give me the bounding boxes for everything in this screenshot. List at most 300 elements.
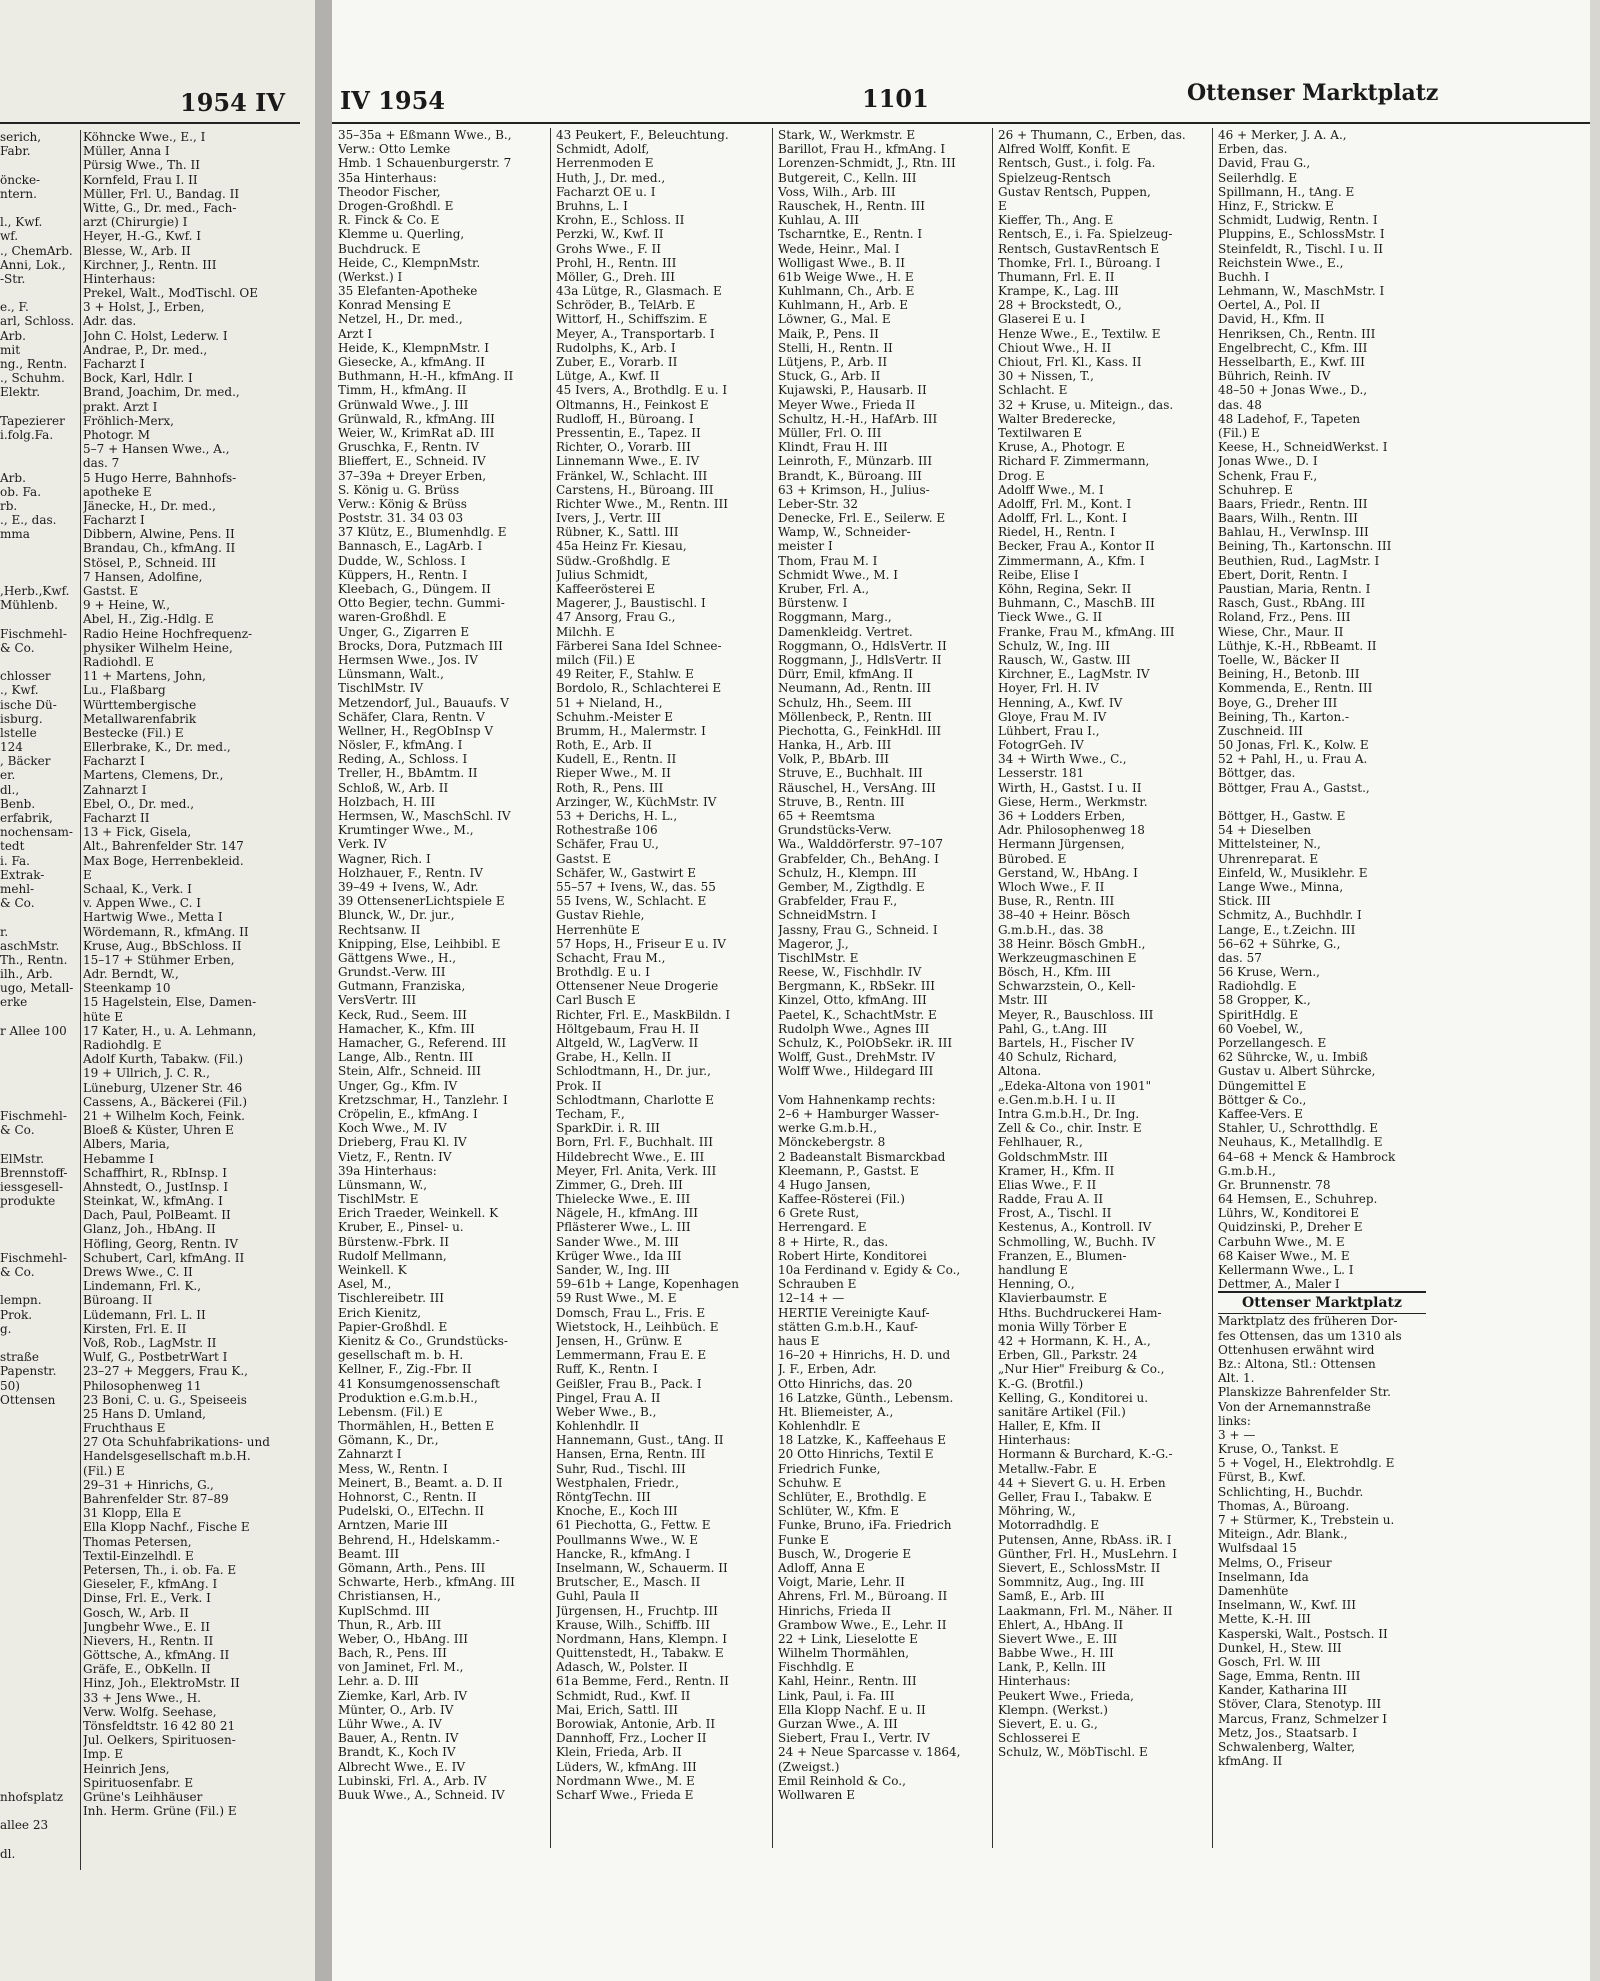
directory-entry: 52 + Pahl, H., u. Frau A.: [1218, 752, 1368, 767]
directory-entry: Struve, B., Rentn. III: [778, 794, 905, 809]
directory-entry: Lesserstr. 181: [998, 766, 1085, 781]
directory-entry: Kirchner, J., Rentn. III: [83, 257, 217, 272]
directory-entry: Sievert, E. u. G.,: [998, 1717, 1098, 1731]
directory-entry: Weber, O., HbAng. III: [338, 1631, 468, 1646]
directory-entry: Porzellangesch. E: [1218, 1036, 1327, 1050]
directory-entry: Gember, M., Zigthdlg. E: [778, 879, 925, 894]
directory-entry: 29–31 + Hinrichs, G.,: [83, 1477, 214, 1492]
directory-entry: [0, 1137, 80, 1151]
directory-entry: Linnemann Wwe., E. IV: [556, 454, 700, 469]
directory-entry: David, H., Kfm. II: [1218, 312, 1325, 327]
directory-entry: Kohlenhdlr. II: [556, 1419, 640, 1434]
directory-entry: Funke E: [778, 1532, 829, 1547]
directory-entry: Inselmann, Ida: [1218, 1569, 1309, 1584]
directory-entry: Franke, Frau M., kfmAng. III: [998, 624, 1175, 639]
directory-entry: Bürobed. E: [998, 851, 1067, 866]
directory-entry: Tapezierer: [0, 413, 65, 428]
directory-entry: Schlacht. E: [998, 383, 1068, 398]
directory-entry: Richter, O., Vorarb. III: [556, 440, 691, 455]
directory-entry: Ahrens, Frl. M., Büroang. II: [778, 1589, 948, 1604]
directory-entry: Kestenus, A., Kontroll. IV: [998, 1220, 1152, 1235]
directory-entry: Hmb. 1 Schauenburgerstr. 7: [338, 156, 512, 171]
directory-entry: 61a Bemme, Ferd., Rentn. II: [556, 1674, 729, 1689]
directory-entry: FotogrGeh. IV: [998, 738, 1084, 753]
directory-entry: 61 Piechotta, G., Fettw. E: [556, 1518, 711, 1533]
directory-entry: Lüthje, K.-H., RbBeamt. II: [1218, 638, 1377, 653]
directory-entry: Marktplatz des früheren Dor-: [1218, 1314, 1398, 1329]
directory-entry: Reichstein Wwe., E.,: [1218, 255, 1344, 270]
directory-entry: [0, 655, 80, 669]
directory-entry: Th., Rentn.: [0, 952, 68, 967]
directory-entry: Schuhw. E: [778, 1475, 842, 1490]
directory-entry: Dannhoff, Frz., Locher II: [556, 1731, 707, 1746]
directory-entry: Hansen, Erna, Rentn. III: [556, 1447, 706, 1462]
directory-entry: links:: [1218, 1413, 1251, 1428]
directory-entry: Werkzeugmaschinen E: [998, 950, 1137, 965]
directory-entry: Fischmehl-: [0, 1108, 67, 1123]
directory-entry: Adasch, W., Polster. II: [556, 1660, 688, 1675]
directory-entry: Facharzt OE u. I: [556, 184, 656, 199]
directory-entry: Reding, A., Schloss. I: [338, 752, 468, 767]
directory-entry: Steinfeldt, R., Tischl. I u. II: [1218, 241, 1384, 256]
directory-entry: ob. Fa.: [0, 484, 42, 499]
directory-entry: [0, 456, 80, 470]
directory-entry: Hermsen, W., MaschSchl. IV: [338, 809, 511, 823]
directory-entry: hüte E: [83, 1009, 123, 1024]
directory-entry: Fischhdlg. E: [778, 1660, 855, 1675]
directory-entry: Fröhlich-Merx,: [83, 413, 174, 428]
directory-entry: Wede, Heinr., Mal. I: [778, 241, 900, 256]
directory-entry: 2 Badeanstalt Bismarckbad: [778, 1149, 946, 1164]
directory-entry: [0, 1620, 80, 1634]
directory-entry: Drews Wwe., C. II: [83, 1265, 193, 1279]
directory-entry: Alt. 1.: [1218, 1371, 1255, 1386]
directory-entry: Kuhlmann, H., Arb. E: [778, 298, 908, 313]
directory-entry: 56 Kruse, Wern.,: [1218, 965, 1320, 980]
directory-entry: Bahlau, H., VerwInsp. III: [1218, 525, 1369, 540]
directory-entry: Lünsmann, Walt.,: [338, 667, 444, 682]
directory-entry: Paetel, K., SchachtMstr. E: [778, 1007, 937, 1022]
directory-entry: e.Gen.m.b.H. I u. II: [998, 1092, 1116, 1107]
directory-entry: Schulz, H., Klempn. III: [778, 865, 917, 880]
directory-entry: Lütge, A., Kwf. II: [556, 369, 660, 384]
directory-entry: Herrenmoden E: [556, 156, 654, 171]
directory-entry: Müller, Frl. O. III: [778, 425, 882, 440]
directory-entry: öncke-: [0, 172, 41, 187]
directory-entry: Produktion e.G.m.b.H.,: [338, 1390, 478, 1405]
directory-entry: Koch Wwe., M. IV: [338, 1121, 447, 1136]
directory-entry: Herrenhüte E: [556, 922, 640, 937]
directory-entry: [0, 1492, 80, 1506]
directory-entry: Huth, J., Dr. med.,: [556, 170, 666, 185]
directory-entry: 34 + Wirth Wwe., C.,: [998, 752, 1127, 767]
directory-entry: 39–49 + Ivens, W., Adr.: [338, 879, 479, 894]
directory-entry: Arzt I: [338, 326, 373, 341]
directory-entry: Beining, Th., Kartonschn. III: [1218, 539, 1392, 554]
directory-entry: Textil-Einzelhdl. E: [83, 1548, 194, 1563]
directory-entry: Verw.: König & Brüss: [338, 496, 467, 511]
directory-entry: Bösch, H., Kfm. III: [998, 965, 1111, 980]
directory-entry: Radde, Frau A. II: [998, 1192, 1104, 1207]
directory-entry: Klein, Frieda, Arb. II: [556, 1745, 682, 1760]
directory-entry: Gömann, K., Dr.,: [338, 1433, 439, 1448]
directory-entry: Anni, Lok.,: [0, 257, 66, 272]
directory-entry: 4 Hugo Jansen,: [778, 1177, 871, 1192]
directory-entry: ., ChemArb.: [0, 243, 73, 258]
directory-entry: 59–61b + Lange, Kopenhagen: [556, 1277, 739, 1292]
directory-entry: SparkDir. i. R. III: [556, 1121, 660, 1136]
directory-entry: Schlüter, W., Kfm. E: [778, 1504, 900, 1519]
directory-entry: Neumann, Ad., Rentn. III: [778, 681, 932, 696]
directory-entry: Bürstenw. I: [778, 596, 848, 611]
directory-entry: Krumtinger Wwe., M.,: [338, 823, 474, 838]
directory-entry: & Co.: [0, 1265, 35, 1279]
directory-entry: [0, 1577, 80, 1591]
directory-entry: Bloeß & Küster, Uhren E: [83, 1123, 234, 1138]
left-page-header: 1954 IV: [180, 88, 285, 117]
directory-entry: Grabe, H., Kelln. II: [556, 1050, 672, 1065]
directory-entry: [0, 1279, 80, 1293]
directory-entry: Hildebrecht Wwe., E. III: [556, 1149, 705, 1164]
directory-entry: Tischlereibetr. III: [338, 1291, 444, 1306]
directory-entry: l., Kwf.: [0, 215, 43, 230]
page-edge-shadow: [1590, 0, 1600, 1981]
directory-entry: TischlMstr. IV: [338, 681, 424, 696]
directory-entry: r.: [0, 924, 9, 939]
directory-entry: Buse, R., Rentn. III: [998, 894, 1115, 909]
directory-entry: K.-G. (Brotfil.): [998, 1376, 1084, 1391]
directory-entry: Inh. Herm. Grüne (Fil.) E: [83, 1804, 237, 1819]
directory-entry: 35 Elefanten-Apotheke: [338, 284, 478, 299]
directory-entry: Zuschneid. III: [1218, 723, 1303, 738]
directory-entry: Thomke, Frl. I., Büroang. I: [998, 255, 1161, 270]
directory-entry: Beuthien, Rud., LagMstr. I: [1218, 553, 1380, 568]
directory-entry: [0, 1208, 80, 1222]
directory-entry: Meyer Wwe., Frieda II: [778, 397, 916, 412]
directory-entry: 35–35a + Eßmann Wwe., B.,: [338, 128, 512, 142]
directory-entry: 63 + Krimson, H., Julius-: [778, 482, 930, 497]
street-title: Ottenser Marktplatz: [1187, 80, 1439, 106]
directory-entry: Prekel, Walt., ModTischl. OE: [83, 286, 259, 301]
directory-entry: Gättgens Wwe., H.,: [338, 950, 457, 965]
directory-entry: Münter, O., Arb. IV: [338, 1702, 454, 1717]
directory-entry: Riedel, H., Rentn. I: [998, 525, 1115, 540]
directory-entry: Hermann Jürgensen,: [998, 837, 1125, 852]
directory-entry: Kaffeerösterei E: [556, 582, 656, 596]
directory-entry: Schmidt, Ludwig, Rentn. I: [1218, 213, 1378, 228]
directory-entry: Göttsche, A., kfmAng. II: [83, 1648, 230, 1663]
directory-entry: Hinterhaus:: [998, 1674, 1071, 1689]
directory-entry: Quittenstedt, H., Tabakw. E: [556, 1646, 724, 1661]
directory-entry: Heide, K., KlempnMstr. I: [338, 340, 489, 355]
directory-entry: Magerer, J., Baustischl. I: [556, 596, 706, 611]
directory-entry: Geißler, Frau B., Pack. I: [556, 1376, 702, 1391]
directory-entry: GoldschmMstr. III: [998, 1149, 1108, 1164]
directory-entry: Henning, A., Kwf. IV: [998, 695, 1123, 710]
directory-entry: Spielzeug-Rentsch: [998, 170, 1111, 185]
directory-entry: S. König u. G. Brüss: [338, 482, 460, 497]
directory-entry: Jänecke, H., Dr. med.,: [83, 498, 216, 513]
directory-entry: Papier-Großhdl. E: [338, 1319, 448, 1334]
directory-entry: Räuschel, H., VersAng. III: [778, 780, 936, 795]
directory-entry: Kuhlmann, Ch., Arb. E: [778, 284, 915, 299]
directory-entry: Bach, R., Pens. III: [338, 1646, 447, 1661]
directory-entry: Piechotta, G., FeinkHdl. III: [778, 723, 942, 738]
directory-entry: Buchdruck. E: [338, 241, 421, 256]
directory-entry: Wulfsdaal 15: [1218, 1541, 1297, 1556]
directory-entry: Sommnitz, Aug., Ing. III: [998, 1575, 1145, 1590]
directory-entry: Wulf, G., PostbetrWart I: [83, 1350, 228, 1365]
directory-entry: Gieseler, F., kfmAng. I: [83, 1577, 218, 1592]
directory-entry: Verw.: Otto Lemke: [338, 142, 451, 157]
directory-entry: Hancke, R., kfmAng. I: [556, 1546, 691, 1561]
directory-entry: 54 + Dieselben: [1218, 823, 1312, 838]
directory-entry: Kieffer, Th., Ang. E: [998, 213, 1114, 228]
directory-entry: Damenkleidg. Vertret.: [778, 624, 913, 639]
directory-entry: G.m.b.H., das. 38: [998, 922, 1104, 937]
directory-entry: Pflästerer Wwe., L. III: [556, 1220, 691, 1235]
directory-entry: Kruse, A., Photogr. E: [998, 440, 1125, 455]
directory-entry: Dettmer, A., Maler I: [1218, 1277, 1340, 1292]
directory-entry: 58 Gropper, K.,: [1218, 993, 1311, 1008]
directory-entry: Lange Wwe., Minna,: [1218, 879, 1344, 894]
directory-entry: Erich Kienitz,: [338, 1305, 422, 1320]
directory-entry: Netzel, H., Dr. med.,: [338, 312, 463, 327]
directory-entry: Zahnarzt I: [338, 1447, 402, 1462]
directory-entry: fes Ottensen, das um 1310 als: [1218, 1328, 1402, 1343]
directory-entry: Schwarzstein, O., Kell-: [998, 979, 1136, 994]
directory-entry: Kruse, Aug., BbSchloss. II: [83, 938, 242, 953]
directory-entry: Meyer, R., Bauschloss. III: [998, 1007, 1154, 1022]
directory-entry: Elias Wwe., F. II: [998, 1177, 1097, 1192]
directory-entry: Brand, Joachim, Dr. med.,: [83, 385, 240, 400]
directory-entry: Ella Klopp Nachf., Fische E: [83, 1520, 250, 1535]
directory-entry: Wilhelm Thormählen,: [778, 1646, 910, 1661]
directory-entry: Frost, A., Tischl. II: [998, 1206, 1112, 1221]
directory-entry: das. 57: [1218, 950, 1262, 965]
directory-entry: Richter, Frl. E., MaskBildn. I: [556, 1007, 731, 1022]
directory-entry: John C. Holst, Lederw. I: [83, 328, 228, 343]
directory-entry: & Co.: [0, 640, 35, 655]
directory-entry: Roland, Frz., Pens. III: [1218, 610, 1351, 625]
directory-entry: Krause, Wilh., Schiffb. III: [556, 1617, 711, 1632]
directory-entry: Babbe Wwe., H. III: [998, 1646, 1114, 1661]
directory-entry: Zahnarzt I: [83, 782, 147, 797]
directory-entry: haus E: [778, 1333, 820, 1348]
directory-entry: Lünsmann, W.,: [338, 1177, 428, 1192]
directory-entry: 24 + Neue Sparcasse v. 1864,: [778, 1745, 961, 1760]
directory-entry: Zell & Co., chir. Instr. E: [998, 1121, 1142, 1136]
directory-entry: Schmidt Wwe., M. I: [778, 567, 899, 582]
directory-entry: Löwner, G., Mal. E: [778, 312, 891, 327]
directory-entry: Sievert, E., SchlossMstr. II: [998, 1560, 1161, 1575]
directory-entry: Reese, W., Fischhdlr. IV: [778, 965, 922, 980]
directory-entry: dl.,: [0, 782, 20, 797]
directory-entry: Ella Klopp Nachf. E u. II: [778, 1702, 926, 1717]
directory-entry: Mette, K.-H. III: [1218, 1612, 1311, 1627]
directory-entry: Adr. Berndt, W.,: [83, 967, 179, 982]
directory-entry: [0, 1038, 80, 1052]
directory-entry: Grohs Wwe., F. II: [556, 241, 661, 256]
directory-entry: Weier, W., KrimRat aD. III: [338, 425, 495, 440]
directory-entry: 13 + Fick, Gisela,: [83, 825, 192, 840]
directory-entry: 51 + Nieland, H.,: [556, 695, 663, 710]
directory-entry: Lüdemann, Frl. L. II: [83, 1307, 206, 1322]
directory-entry: [0, 1478, 80, 1492]
directory-entry: Putensen, Anne, RbAss. iR. I: [998, 1532, 1172, 1547]
directory-entry: Ehlert, A., HbAng. II: [998, 1617, 1124, 1632]
directory-entry: Kommenda, E., Rentn. III: [1218, 681, 1373, 696]
directory-entry: 47 Ansorg, Frau G.,: [556, 610, 676, 625]
directory-entry: Facharzt I: [83, 754, 145, 769]
directory-entry: Ahnstedt, O., JustInsp. I: [83, 1179, 229, 1194]
directory-entry: Grundstücks-Verw.: [778, 823, 892, 838]
directory-entry: Ellerbrake, K., Dr. med.,: [83, 740, 231, 755]
directory-entry: [0, 1563, 80, 1577]
directory-entry: Ottensener Neue Drogerie: [556, 979, 719, 994]
directory-entry: Kohlenhdlr. E: [778, 1419, 861, 1434]
right-header-rule: [332, 122, 1594, 124]
directory-entry: E: [998, 198, 1007, 213]
directory-entry: [0, 1662, 80, 1676]
directory-entry: Voigt, Marie, Lehr. II: [778, 1575, 905, 1590]
directory-entry: Verk. IV: [338, 837, 387, 852]
directory-entry: Kramer, H., Kfm. II: [998, 1163, 1115, 1178]
directory-entry: Bock, Karl, Hdlr. I: [83, 371, 193, 386]
directory-entry: Buchh. I: [1218, 269, 1270, 284]
directory-entry: Nievers, H., Rentn. II: [83, 1633, 214, 1648]
directory-entry: Voß, Rob., LagMstr. II: [83, 1335, 217, 1350]
directory-entry: Adolff Wwe., M. I: [998, 482, 1104, 497]
directory-entry: Erben, das.: [1218, 142, 1288, 157]
directory-entry: lempn.: [0, 1293, 42, 1308]
directory-entry: Stöver, Clara, Stenotyp. III: [1218, 1697, 1382, 1712]
directory-entry: sanitäre Artikel (Fil.): [998, 1404, 1126, 1419]
directory-entry: Kleemann, P., Gastst. E: [778, 1163, 919, 1178]
directory-entry: Kander, Katharina III: [1218, 1683, 1347, 1698]
directory-entry: Knipping, Else, Leihbibl. E: [338, 936, 501, 951]
directory-entry: 5 Hugo Herre, Bahnhofs-: [83, 470, 237, 485]
directory-entry: Stein, Alfr., Schneid. III: [338, 1064, 482, 1079]
directory-entry: [0, 1464, 80, 1478]
directory-entry: Gloye, Frau M. IV: [998, 709, 1107, 724]
column-divider: [1212, 128, 1213, 1848]
directory-entry: Metallwarenfabrik: [83, 711, 197, 726]
directory-entry: Roggmann, J., HdlsVertr. II: [778, 652, 942, 667]
directory-entry: Rieper Wwe., M. II: [556, 766, 671, 781]
directory-entry: Schacht, Frau M.,: [556, 950, 666, 965]
directory-entry: Paustian, Maria, Rentn. I: [1218, 582, 1371, 596]
directory-entry: Hths. Buchdruckerei Ham-: [998, 1305, 1162, 1320]
directory-entry: [0, 1606, 80, 1620]
directory-entry: 68 Kaiser Wwe., M. E: [1218, 1248, 1350, 1263]
directory-entry: Hartwig Wwe., Metta I: [83, 910, 223, 925]
directory-entry: Albrecht Wwe., E. IV: [338, 1759, 466, 1774]
directory-entry: Gerstand, W., HbAng. I: [998, 865, 1138, 880]
directory-entry: Perzki, W., Kwf. II: [556, 227, 664, 242]
directory-entry: Zimmer, G., Dreh. III: [556, 1177, 683, 1192]
directory-entry: serich,: [0, 130, 42, 144]
directory-entry: Brothdlg. E u. I: [556, 965, 650, 980]
directory-entry: Weinkell. K: [338, 1263, 407, 1277]
directory-entry: Schäfer, W., Gastwirt E: [556, 865, 697, 880]
directory-entry: Bürstenw.-Fbrk. II: [338, 1234, 449, 1249]
directory-entry: Radio Heine Hochfrequenz-: [83, 626, 253, 641]
directory-entry: Blesse, W., Arb. II: [83, 243, 191, 258]
directory-entry: Wiese, Chr., Maur. II: [1218, 624, 1344, 639]
directory-entry: Otto Hinrichs, das. 20: [778, 1376, 913, 1391]
directory-entry: Quidzinski, P., Dreher E: [1218, 1220, 1363, 1235]
directory-entry: Schlüter, E., Brothdlg. E: [778, 1490, 927, 1504]
directory-entry: apotheke E: [83, 484, 152, 499]
directory-entry: Melms, O., Friseur: [1218, 1555, 1332, 1570]
directory-entry: 41 Konsumgenossenschaft: [338, 1376, 500, 1391]
directory-entry: Schubert, Carl, kfmAng. II: [83, 1250, 245, 1265]
directory-entry: Julius Schmidt,: [556, 567, 649, 582]
directory-entry: Höfling, Georg, Rentn. IV: [83, 1236, 238, 1251]
directory-entry: Engelbrecht, C., Kfm. III: [1218, 340, 1368, 355]
directory-entry: Mai, Erich, Sattl. III: [556, 1702, 679, 1717]
directory-entry: Friedrich Funke,: [778, 1461, 881, 1476]
directory-entry: Schuhrep. E: [1218, 482, 1294, 497]
directory-entry: Facharzt II: [83, 811, 150, 825]
directory-entry: Südw.-Großhdlg. E: [556, 553, 671, 568]
directory-entry: Thomas, A., Büroang.: [1218, 1498, 1350, 1513]
directory-entry: (Zweigst.): [778, 1759, 840, 1774]
directory-entry: Facharzt I: [83, 513, 145, 528]
directory-entry: ng., Rentn.: [0, 357, 68, 371]
directory-entry: Hinrichs, Frieda II: [778, 1603, 891, 1618]
directory-entry: Sander, W., Ing. III: [556, 1263, 670, 1277]
directory-entry: 21 + Wilhelm Koch, Feink.: [83, 1108, 245, 1123]
directory-entry: Alt., Bahrenfelder Str. 147: [83, 839, 244, 854]
directory-entry: 6 Grete Rust,: [778, 1206, 860, 1221]
directory-entry: Poullmanns Wwe., W. E: [556, 1532, 698, 1547]
directory-entry: Metz, Jos., Staatsarb. I: [1218, 1725, 1358, 1740]
right-page-header: [332, 70, 1600, 115]
directory-entry: i. Fa.: [0, 853, 30, 868]
directory-entry: HERTIE Vereinigte Kauf-: [778, 1305, 930, 1320]
directory-entry: Kasperski, Walt., Postsch. II: [1218, 1626, 1388, 1641]
directory-entry: arl, Schloss.: [0, 314, 75, 329]
directory-entry: [0, 158, 80, 172]
directory-entry: 55–57 + Ivens, W., das. 55: [556, 879, 716, 894]
directory-entry: Glanz, Joh., HbAng. II: [83, 1222, 216, 1237]
directory-entry: Köhn, Regina, Sekr. II: [998, 582, 1132, 596]
directory-entry: Papenstr.: [0, 1364, 57, 1379]
directory-entry: RöntgTechn. III: [556, 1490, 651, 1504]
directory-entry: Rentsch, Gust., i. folg. Fa.: [998, 156, 1156, 171]
directory-column-2: [556, 128, 764, 1802]
directory-entry: Krüger Wwe., Ida III: [556, 1248, 682, 1263]
directory-entry: Hanka, H., Arb. III: [778, 738, 892, 753]
directory-entry: Gosch, Frl. W. III: [1218, 1654, 1321, 1669]
directory-entry: 49 Reiter, F., Stahlw. E: [556, 667, 694, 682]
directory-entry: Ruff, K., Rentn. I: [556, 1362, 658, 1377]
directory-entry: Sage, Emma, Rentn. III: [1218, 1669, 1361, 1684]
directory-entry: Ottenhusen erwähnt wird: [1218, 1342, 1375, 1357]
directory-entry: [0, 1762, 80, 1776]
directory-entry: 2–6 + Hamburger Wasser-: [778, 1106, 940, 1121]
directory-entry: Albers, Maria,: [83, 1137, 170, 1152]
directory-entry: Lebensm. (Fil.) E: [338, 1404, 443, 1419]
directory-entry: Metallw.-Fabr. E: [998, 1461, 1097, 1476]
directory-entry: Chiout, Frl. Kl., Kass. II: [998, 355, 1142, 369]
directory-entry: Poststr. 31. 34 03 03: [338, 511, 464, 526]
directory-entry: mit: [0, 342, 21, 357]
directory-entry: ., Schuhm.: [0, 371, 65, 386]
directory-entry: Sievert Wwe., E. III: [998, 1631, 1118, 1646]
